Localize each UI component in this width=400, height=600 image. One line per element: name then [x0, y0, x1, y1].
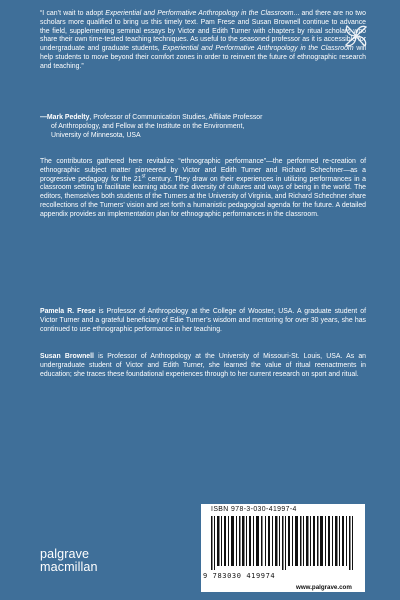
- endorser-title: , Professor of Communication Studies, Affiliate Professor: [89, 114, 263, 121]
- attribution-line-3: University of Minnesota, USA: [51, 131, 141, 139]
- bio-frese-name: Pamela R. Frese: [40, 308, 96, 315]
- attribution-line-1: [40, 114, 366, 123]
- quote-text-after: will help students to move beyond their comfort zones in order to reinvent the future of ethnographic research and teaching.”: [40, 45, 366, 70]
- endorsement-attribution: [40, 114, 366, 140]
- publisher-url: www.palgrave.com: [296, 584, 352, 591]
- description-text-2: century. They draw on their experiences in utilizing performances in a classroom setting to facilitate learning about the diversity of cultures and ways of being in the world. The editors, themselves both students of the Turners at the University of Virginia, and Richard Schechner share recollections of the Turners’ vision and set forth a humanistic pedagogical agenda for the future. A detailed appendix provides an implementation plan for ethnographic performances in the classroom.: [40, 175, 367, 218]
- endorsement-quote: [40, 10, 366, 71]
- quote-book-title-1: Experiential and Performative Anthropology in the Classroom: [105, 10, 294, 17]
- quote-text-mid: ... and there are no two scholars more qualified to bring us this timely text. Pam Frese and Susan Brownell continue to advance the field, supplementing seminal essays by Victor and Edith Turner with chapters by ritual scholars who share their own time-tested teaching techniques. As useful to the seasoned professor as it is accessible for undergraduate and graduate students,: [40, 10, 366, 52]
- endorser-name: —Mark Pedelty: [40, 114, 90, 121]
- description-text-1: The contributors gathered here revitalize “ethnographic performance”—the performed re-creation of ethnographic subject matter pioneered by Victor and Edith Turner and Richard Schechner—as a progressive pedagogy for the 21: [40, 158, 366, 183]
- book-description: [40, 158, 366, 219]
- publisher-name-line-1: palgrave: [40, 547, 90, 561]
- bio-frese: [40, 308, 366, 334]
- publisher-logo: [40, 548, 98, 573]
- bio-brownell-text: is Professor of Anthropology at the University of Missouri-St. Louis, USA. As an undergraduate student of Victor and Edith Turner, she learned the value of ritual reenactments in education; she traces these foundational experiences through to her current research on sport and ritual.: [40, 353, 366, 378]
- quote-text-before: “I can’t wait to adopt: [40, 10, 106, 17]
- publisher-name-line-2: macmillan: [40, 559, 98, 574]
- isbn-barcode-box: [201, 504, 365, 592]
- barcode-icon: [209, 516, 357, 570]
- bio-brownell-name: Susan Brownell: [40, 353, 94, 360]
- barcode-digits: 9 783030 419974: [203, 572, 276, 580]
- bio-frese-text: is Professor of Anthropology at the College of Wooster, USA. A graduate student of Victor Turner and a grateful beneficiary of Edie Turner’s wisdom and mentoring for over 30 years, she has continued to use ethnographic performance in her teaching.: [40, 308, 366, 333]
- isbn-label: ISBN 978-3-030-41997-4: [211, 506, 297, 513]
- quote-book-title-2: Experiential and Performative Anthropology in the Classroom: [162, 45, 354, 52]
- description-superscript: st: [141, 173, 146, 180]
- attribution-line-2: of Anthropology, and Fellow at the Institute on the Environment,: [51, 122, 245, 130]
- bio-brownell: [40, 353, 366, 379]
